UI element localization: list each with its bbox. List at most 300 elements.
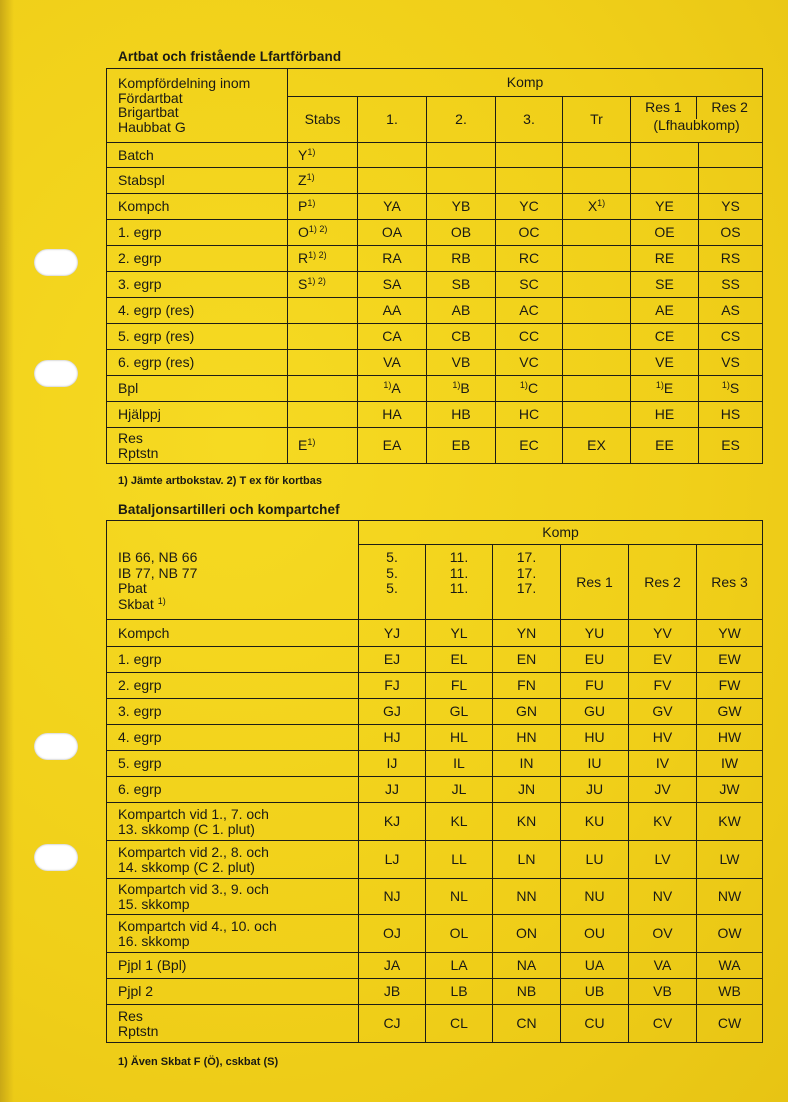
row-label (107, 298, 288, 324)
footnote-marker: 1) 2) (307, 276, 326, 286)
table-row (107, 979, 763, 1005)
table-row (107, 428, 763, 464)
code-cell (496, 324, 563, 350)
row-label (107, 725, 359, 751)
code-cell (496, 220, 563, 246)
code-value: X (587, 198, 598, 214)
num-col-value: 5. (386, 564, 398, 581)
row-label (107, 1005, 359, 1043)
num-col-5 (359, 545, 426, 620)
code-cell (427, 220, 496, 246)
code-cell (358, 376, 427, 402)
code-cell (427, 402, 496, 428)
col-header-res-group (631, 97, 763, 143)
corner-line: IB 77, NB 77 (118, 564, 198, 581)
code-cell: YN (493, 620, 561, 647)
code-cell: WA (697, 953, 763, 979)
footnote-marker: 1) (157, 595, 166, 606)
code-cell (496, 402, 563, 428)
row-label (107, 376, 288, 402)
num-col-value: 17. (516, 549, 537, 565)
corner-line: Pbat (118, 580, 147, 596)
table-row (107, 777, 763, 803)
row-label (107, 699, 359, 725)
row-label-text: 16. skkomp (118, 932, 190, 949)
code-cell: OW (697, 915, 763, 953)
row-label-text: Bpl (118, 380, 139, 396)
code-cell: GU (561, 699, 629, 725)
row-label-text: 2. egrp (118, 677, 162, 693)
row-label-text: Rptstn (118, 1022, 159, 1039)
code-cell: EJ (359, 647, 426, 673)
code-cell: CJ (359, 1005, 426, 1043)
code-value: CE (654, 328, 675, 344)
table-row (107, 168, 763, 194)
code-cell (496, 143, 563, 168)
table-row (107, 246, 763, 272)
code-value: C (527, 380, 539, 396)
code-cell: NW (697, 879, 763, 915)
stabs-cell (288, 298, 358, 324)
code-cell (563, 143, 631, 168)
code-value: EE (655, 437, 674, 453)
code-cell (699, 402, 763, 428)
row-label-text: 2. egrp (118, 250, 162, 266)
code-cell: FU (561, 673, 629, 699)
code-cell (496, 272, 563, 298)
code-cell (427, 298, 496, 324)
code-cell: KV (629, 803, 697, 841)
binder-hole-1 (34, 249, 78, 276)
section2-corner-header (107, 521, 359, 620)
code-cell: FW (697, 673, 763, 699)
stabs-cell (288, 376, 358, 402)
code-value: OB (450, 224, 472, 240)
code-cell: HN (493, 725, 561, 751)
code-cell: NN (493, 879, 561, 915)
row-label-text: Pjpl 1 (Bpl) (118, 957, 187, 973)
table-row (107, 725, 763, 751)
code-cell (631, 402, 699, 428)
code-value: RE (654, 250, 675, 266)
code-cell: OU (561, 915, 629, 953)
code-value: S (729, 380, 740, 396)
row-label-text: Batch (118, 146, 154, 163)
code-value: AE (655, 302, 674, 318)
row-label-text: 6. egrp (res) (118, 354, 195, 370)
code-cell (699, 194, 763, 220)
code-cell (699, 298, 763, 324)
code-cell: GL (426, 699, 493, 725)
code-cell: KJ (359, 803, 426, 841)
code-value: RS (720, 250, 741, 266)
section1-title: Artbat och fristående Lfartförband (118, 49, 342, 64)
code-cell (631, 272, 699, 298)
stabs-cell (288, 324, 358, 350)
code-value: E (663, 380, 674, 396)
code-cell: JA (359, 953, 426, 979)
stabs-cell (288, 246, 358, 272)
row-label-text: 4. egrp (118, 729, 162, 745)
code-cell: EL (426, 647, 493, 673)
num-col-17 (493, 545, 561, 620)
code-cell (427, 168, 496, 194)
code-cell (563, 376, 631, 402)
code-cell (427, 428, 496, 464)
num-col-value: 11. (449, 580, 469, 596)
code-cell: IN (493, 751, 561, 777)
code-value: SE (655, 276, 674, 292)
code-cell: NB (493, 979, 561, 1005)
corner-line: Kompfördelning inom (118, 75, 251, 91)
code-value: CS (720, 328, 741, 344)
row-label (107, 777, 359, 803)
row-label-text: Hjälppj (118, 406, 161, 422)
code-value: HB (451, 406, 471, 422)
code-cell: OV (629, 915, 697, 953)
num-col-value: 5. (386, 580, 398, 596)
code-cell (496, 246, 563, 272)
code-cell (427, 272, 496, 298)
code-cell: LN (493, 841, 561, 879)
stabs-cell (288, 350, 358, 376)
code-cell: JV (629, 777, 697, 803)
table-row (107, 220, 763, 246)
code-cell (699, 428, 763, 464)
code-cell (563, 428, 631, 464)
code-cell: LJ (359, 841, 426, 879)
row-label (107, 350, 288, 376)
code-value: RC (518, 250, 540, 266)
section2-title: Bataljonsartilleri och kompartchef (118, 502, 340, 517)
row-label (107, 324, 288, 350)
stabs-code: E (298, 437, 308, 453)
code-cell (358, 220, 427, 246)
row-label-text: 15. skkomp (118, 895, 190, 912)
row-label (107, 428, 288, 464)
num-col-value: 11. (449, 564, 469, 581)
code-cell (699, 220, 763, 246)
col-header-lfhaubkomp: (Lfhaubkomp) (653, 117, 740, 133)
col-header-1: 1. (358, 97, 427, 143)
section2-footnote: 1) Även Skbat F (Ö), cskbat (S) (118, 1056, 279, 1068)
row-label-text: 3. egrp (118, 276, 162, 292)
code-cell (699, 143, 763, 168)
code-cell: CW (697, 1005, 763, 1043)
code-cell (699, 350, 763, 376)
code-cell (699, 324, 763, 350)
corner-line: Haubbat G (118, 118, 186, 135)
row-label (107, 220, 288, 246)
code-cell (631, 350, 699, 376)
code-cell: KN (493, 803, 561, 841)
code-cell: YU (561, 620, 629, 647)
table-row (107, 699, 763, 725)
code-value: OC (518, 224, 540, 240)
code-value: AS (721, 302, 740, 318)
code-value: EA (382, 437, 402, 453)
code-cell: HL (426, 725, 493, 751)
row-label-text: Res (118, 429, 143, 446)
code-value: CB (451, 328, 471, 344)
code-cell (631, 246, 699, 272)
table-row (107, 673, 763, 699)
row-label-text: Kompch (118, 624, 170, 641)
code-cell (427, 376, 496, 402)
code-value: AB (451, 302, 471, 318)
row-label (107, 979, 359, 1005)
col-header-stabs: Stabs (288, 97, 358, 143)
code-cell (496, 350, 563, 376)
code-cell: JW (697, 777, 763, 803)
code-cell: YL (426, 620, 493, 647)
stabs-code: O (298, 224, 309, 240)
footnote-marker: 1) (519, 380, 528, 390)
stabs-cell (288, 402, 358, 428)
footnote-marker: 1) 2) (308, 250, 327, 260)
code-cell (358, 428, 427, 464)
code-cell: CV (629, 1005, 697, 1043)
col-header-tr: Tr (563, 97, 631, 143)
footnote-marker: 1) (307, 437, 316, 447)
code-value: YE (655, 198, 674, 214)
code-cell: CU (561, 1005, 629, 1043)
code-cell: YW (697, 620, 763, 647)
binder-hole-4 (34, 844, 78, 871)
code-cell: OJ (359, 915, 426, 953)
num-col-11 (426, 545, 493, 620)
table-row (107, 953, 763, 979)
row-label-text: 5. egrp (118, 755, 162, 771)
code-value: B (460, 380, 470, 396)
footnote-marker: 1) (452, 380, 461, 390)
komp-header: Komp (359, 521, 763, 545)
code-value: ES (721, 437, 740, 453)
binder-hole-3 (34, 733, 78, 760)
table-row (107, 194, 763, 220)
code-cell: HJ (359, 725, 426, 751)
table-row (107, 620, 763, 647)
code-cell (563, 168, 631, 194)
code-value: EX (587, 437, 606, 453)
code-cell: FN (493, 673, 561, 699)
code-cell: NU (561, 879, 629, 915)
code-cell (631, 428, 699, 464)
num-col-value: 17. (516, 564, 537, 581)
code-cell (563, 194, 631, 220)
code-value: OS (720, 224, 741, 240)
code-cell: LW (697, 841, 763, 879)
col-header-res2: Res 2 (629, 545, 697, 620)
code-cell (358, 194, 427, 220)
row-label (107, 879, 359, 915)
row-label-text: 14. skkomp (C 2. plut) (118, 858, 255, 875)
code-cell (563, 402, 631, 428)
code-cell (358, 168, 427, 194)
code-cell (496, 376, 563, 402)
code-cell (563, 272, 631, 298)
stabs-code: R (298, 250, 309, 266)
code-cell (631, 376, 699, 402)
code-cell: JN (493, 777, 561, 803)
code-value: VC (519, 354, 539, 370)
code-cell: VA (629, 953, 697, 979)
code-cell (427, 324, 496, 350)
row-label (107, 246, 288, 272)
table-row (107, 1005, 763, 1043)
stabs-cell (288, 220, 358, 246)
code-value: OA (381, 224, 403, 240)
code-cell (358, 402, 427, 428)
code-cell: JJ (359, 777, 426, 803)
footnote-marker: 1) (655, 380, 664, 390)
code-cell: CL (426, 1005, 493, 1043)
table-row (107, 879, 763, 915)
code-cell (496, 168, 563, 194)
stabs-cell (288, 272, 358, 298)
footnote-marker: 1) (307, 198, 316, 208)
row-label (107, 143, 288, 168)
col-header-res3: Res 3 (697, 545, 763, 620)
footnote-marker: 1) (383, 380, 392, 390)
col-header-3: 3. (496, 97, 563, 143)
code-cell (631, 143, 699, 168)
code-cell (358, 298, 427, 324)
code-cell (496, 298, 563, 324)
code-cell (358, 350, 427, 376)
row-label (107, 915, 359, 953)
code-cell (427, 246, 496, 272)
row-label (107, 953, 359, 979)
code-cell (496, 194, 563, 220)
code-cell: LV (629, 841, 697, 879)
stabs-code: Y (298, 146, 308, 163)
row-label (107, 272, 288, 298)
code-value: RA (382, 250, 402, 266)
code-cell: EW (697, 647, 763, 673)
code-cell (427, 194, 496, 220)
code-value: AC (519, 302, 539, 318)
code-cell: WB (697, 979, 763, 1005)
section1-footnote: 1) Jämte artbokstav. 2) T ex för kortbas (118, 475, 322, 487)
code-cell (699, 272, 763, 298)
row-label (107, 751, 359, 777)
code-cell (358, 143, 427, 168)
code-value: YA (383, 198, 401, 214)
code-value: YS (721, 198, 740, 214)
row-label-text: Stabspl (118, 172, 165, 188)
code-cell (631, 298, 699, 324)
row-label-text: 6. egrp (118, 781, 162, 797)
code-cell: LB (426, 979, 493, 1005)
table-row (107, 803, 763, 841)
code-cell: UA (561, 953, 629, 979)
code-cell: IL (426, 751, 493, 777)
code-cell: GN (493, 699, 561, 725)
corner-line: IB 66, NB 66 (118, 549, 198, 565)
code-cell (358, 246, 427, 272)
table-row (107, 647, 763, 673)
code-cell: HW (697, 725, 763, 751)
code-cell: CN (493, 1005, 561, 1043)
row-label-text: Kompartch vid 3., 9. och (118, 880, 269, 897)
num-col-value: 11. (449, 549, 469, 565)
code-cell: HV (629, 725, 697, 751)
code-cell: GJ (359, 699, 426, 725)
code-value: VS (721, 354, 740, 370)
code-value: CC (518, 328, 540, 344)
code-value: A (391, 380, 401, 396)
row-label (107, 841, 359, 879)
corner-line: Brigartbat (118, 104, 179, 120)
code-cell: IJ (359, 751, 426, 777)
code-value: VA (383, 354, 401, 370)
num-col-value: 17. (516, 580, 537, 596)
code-value: CA (382, 328, 402, 344)
code-cell: HU (561, 725, 629, 751)
code-cell (496, 428, 563, 464)
col-header-res1: Res 1 (645, 99, 682, 115)
binder-hole-2 (34, 360, 78, 387)
code-value: SB (451, 276, 471, 292)
table-row (107, 841, 763, 879)
code-value: SS (721, 276, 740, 292)
row-label-text: 3. egrp (118, 703, 162, 719)
row-label (107, 673, 359, 699)
code-value: VE (655, 354, 674, 370)
code-cell: UB (561, 979, 629, 1005)
code-value: SA (382, 276, 402, 292)
code-cell: JU (561, 777, 629, 803)
code-cell (631, 168, 699, 194)
stabs-code: S (298, 276, 308, 292)
code-value: HS (720, 406, 741, 422)
code-cell (699, 168, 763, 194)
row-label (107, 402, 288, 428)
code-cell: NJ (359, 879, 426, 915)
stabs-cell (288, 168, 358, 194)
code-cell: IV (629, 751, 697, 777)
row-label-text: 1. egrp (118, 224, 162, 240)
code-value: RB (451, 250, 471, 266)
code-value: HC (518, 406, 540, 422)
code-value: VB (451, 354, 471, 370)
col-header-res1: Res 1 (561, 545, 629, 620)
code-cell (563, 220, 631, 246)
row-label-text: Rptstn (118, 444, 159, 461)
row-label-text: 1. egrp (118, 651, 162, 667)
code-cell: JB (359, 979, 426, 1005)
row-label-text: 5. egrp (res) (118, 328, 195, 344)
row-label-text: Kompartch vid 1., 7. och (118, 805, 269, 822)
code-cell: FV (629, 673, 697, 699)
paper-left-edge (0, 0, 14, 1102)
table-row (107, 272, 763, 298)
col-header-2: 2. (427, 97, 496, 143)
code-cell: EV (629, 647, 697, 673)
row-label-text: 4. egrp (res) (118, 302, 195, 318)
table-row (107, 298, 763, 324)
code-cell (699, 376, 763, 402)
row-label-text: Res (118, 1007, 143, 1024)
code-cell (358, 324, 427, 350)
table-row (107, 751, 763, 777)
col-header-res2: Res 2 (711, 99, 748, 115)
code-cell: IU (561, 751, 629, 777)
row-label-text: 13. skkomp (C 1. plut) (118, 820, 255, 837)
row-label-text: Kompartch vid 2., 8. och (118, 843, 269, 860)
table-row (107, 143, 763, 168)
